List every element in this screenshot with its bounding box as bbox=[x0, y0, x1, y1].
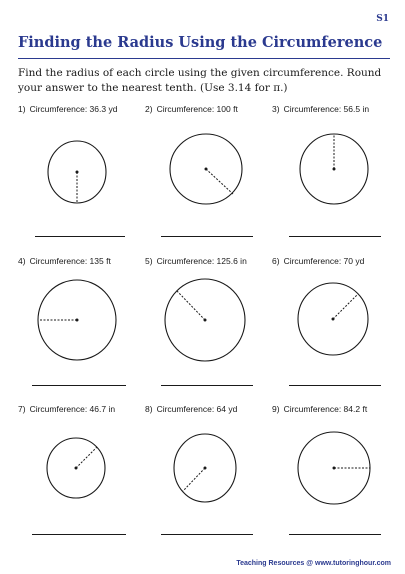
problem-number: 3) bbox=[272, 104, 280, 114]
answer-line bbox=[161, 534, 253, 535]
problem-label: Circumference: 70 yd bbox=[283, 256, 365, 266]
answer-line bbox=[161, 236, 253, 237]
problem-4 bbox=[18, 256, 138, 406]
problem-label: Circumference: 46.7 in bbox=[29, 404, 116, 414]
problem-label: Circumference: 56.5 in bbox=[283, 104, 370, 114]
problem-label: Circumference: 84.2 ft bbox=[283, 404, 368, 414]
problem-number: 7) bbox=[18, 404, 26, 414]
circle-figure bbox=[272, 256, 392, 406]
footer bbox=[236, 560, 391, 567]
footer-separator-icon: @ bbox=[306, 560, 314, 567]
answer-line bbox=[32, 385, 126, 386]
circle-figure bbox=[272, 404, 392, 554]
answer-line bbox=[289, 236, 381, 237]
answer-line bbox=[161, 385, 253, 386]
problem-number: 9) bbox=[272, 404, 280, 414]
problem-number: 2) bbox=[145, 104, 153, 114]
problem-label: Circumference: 100 ft bbox=[156, 104, 238, 114]
instructions: Find the radius of each circle using the given circumference. Round your answer to the nearest tenth. (Use 3.14 for π.) bbox=[18, 67, 382, 94]
answer-line bbox=[35, 236, 125, 237]
problem-6 bbox=[272, 256, 392, 406]
problem-number: 1) bbox=[18, 104, 26, 114]
problem-label: Circumference: 125.6 in bbox=[156, 256, 247, 266]
answer-line bbox=[32, 534, 126, 535]
problem-5 bbox=[145, 256, 265, 406]
problem-number: 6) bbox=[272, 256, 280, 266]
problem-number: 5) bbox=[145, 256, 153, 266]
circle-figure bbox=[18, 404, 138, 554]
problem-1 bbox=[18, 104, 138, 254]
problem-number: 8) bbox=[145, 404, 153, 414]
problem-9 bbox=[272, 404, 392, 554]
problem-8 bbox=[145, 404, 265, 554]
title-divider bbox=[18, 58, 390, 59]
circle-figure bbox=[145, 256, 265, 406]
sheet-code: S1 bbox=[376, 14, 389, 24]
circle-figure bbox=[145, 104, 265, 254]
circle-figure bbox=[18, 104, 138, 254]
circle-figure bbox=[272, 104, 392, 254]
problem-label: Circumference: 36.3 yd bbox=[29, 104, 118, 114]
answer-line bbox=[289, 385, 381, 386]
problem-number: 4) bbox=[18, 256, 26, 266]
answer-line bbox=[289, 534, 381, 535]
problem-label: Circumference: 135 ft bbox=[29, 256, 111, 266]
problem-2 bbox=[145, 104, 265, 254]
problem-3 bbox=[272, 104, 392, 254]
circle-figure bbox=[145, 404, 265, 554]
footer-label: Teaching Resources bbox=[236, 560, 305, 567]
problem-label: Circumference: 64 yd bbox=[156, 404, 238, 414]
footer-site-link[interactable]: www.tutoringhour.com bbox=[315, 560, 391, 567]
circle-figure bbox=[18, 256, 138, 406]
problem-7 bbox=[18, 404, 138, 554]
page-title: Finding the Radius Using the Circumference bbox=[18, 34, 383, 51]
